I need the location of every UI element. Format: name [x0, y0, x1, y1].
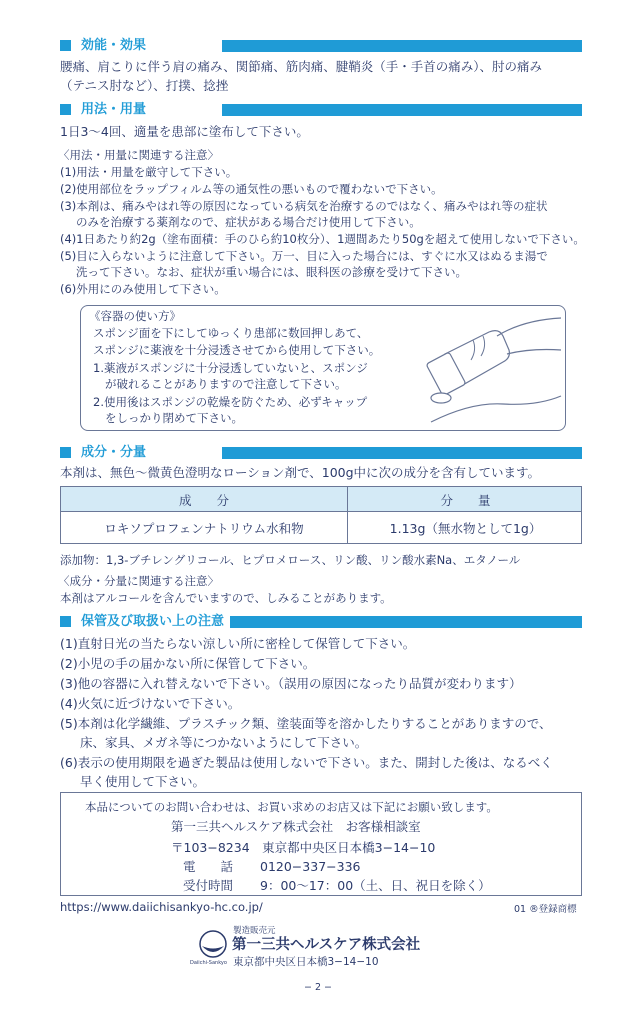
section-bar [222, 447, 582, 459]
page-number: − 2 − [304, 982, 333, 993]
storage-line: 早く使用して下さい。 [80, 774, 206, 789]
contact-hours: 9：00〜17：00（土、日、祝日を除く） [260, 878, 491, 893]
contact-hours-label: 受付時間 [183, 878, 234, 893]
contact-box [60, 792, 582, 896]
dosage-note: (4)1日あたり約2g（塗布面積：手のひら約10枚分）、1週間あたり50gを超えて使用しないで下さい。 [60, 232, 585, 246]
table-cell-ingredient: ロキソプロフェンナトリウム水和物 [104, 521, 304, 536]
storage-line: (2)小児の手の届かない所に保管して下さい。 [60, 656, 316, 671]
efficacy-title: 効能・効果 [81, 37, 152, 55]
dosage-note: のみを治療する薬剤なので、症状がある場合だけ使用して下さい。 [76, 215, 421, 229]
ingredients-section-header [60, 444, 582, 462]
container-usage-line: スポンジに薬液を十分浸透させてから使用して下さい。 [93, 343, 381, 357]
container-usage-line: スポンジ面を下にしてゆっくり患部に数回押しあて、 [93, 326, 369, 340]
dosage-note: 洗って下さい。なお、症状が重い場合には、眼科医の診療を受けて下さい。 [76, 265, 467, 279]
container-usage-line: 2.使用後はスポンジの乾燥を防ぐため、必ずキャップ [93, 395, 368, 409]
table-cell-amount: 1.13g（無水物として1g） [389, 521, 542, 536]
section-square-icon [60, 40, 71, 51]
section-bar [222, 104, 582, 116]
dosage-note: (3)本剤は、痛みやはれ等の原因になっている病気を治療するのではなく、痛みやはれ等の症状 [60, 199, 548, 213]
footer-company: 第一三共ヘルスケア株式会社 [232, 937, 421, 953]
contact-phone: 0120−337−336 [260, 859, 361, 874]
seller-label: 製造販売元 [233, 926, 276, 936]
contact-intro: 本品についてのお問い合わせは、お買い求めのお店又は下記にお願い致します。 [85, 800, 498, 814]
container-usage-line: をしっかり閉めて下さい。 [105, 411, 243, 425]
table-header-ingredient: 成 分 [178, 493, 229, 508]
storage-line: (3)他の容器に入れ替えないで下さい。（誤用の原因になったり品質が変わります） [60, 676, 522, 691]
table-header-amount: 分 量 [440, 493, 491, 508]
section-bar [222, 616, 582, 628]
contact-company: 第一三共ヘルスケア株式会社 お客様相談室 [171, 819, 421, 834]
dosage-note: (1)用法・用量を厳守して下さい。 [60, 165, 238, 179]
daiichi-sankyo-logo-icon [198, 929, 228, 959]
container-usage-line: が破れることがありますので注意して下さい。 [105, 377, 347, 391]
container-usage-title: 《容器の使い方》 [89, 309, 181, 323]
footer-address: 東京都中央区日本橋3−14−10 [233, 956, 379, 968]
dosage-note-title: 〈用法・用量に関連する注意〉 [58, 148, 219, 162]
ingredients-title: 成分・分量 [81, 444, 152, 462]
website-url[interactable]: https://www.daiichisankyo-hc.co.jp/ [60, 900, 263, 914]
dosage-note: (6)外用にのみ使用して下さい。 [60, 282, 226, 296]
ingredients-note: 本剤はアルコールを含んでいますので、しみることがあります。 [60, 591, 392, 605]
efficacy-line: 腰痛、肩こりに伴う肩の痛み、関節痛、筋肉痛、腱鞘炎（手・手首の痛み）、肘の痛み [60, 59, 543, 74]
dosage-title: 用法・用量 [81, 101, 152, 119]
dosage-main: 1日3～4回、適量を患部に塗布して下さい。 [60, 124, 309, 139]
storage-line: (4)火気に近づけないで下さい。 [60, 696, 241, 711]
dosage-note: (2)使用部位をラップフィルム等の通気性の悪いもので覆わないで下さい。 [60, 182, 443, 196]
additives: 添加物：1,3-ブチレングリコール、ヒプロメロース、リン酸、リン酸水素Na、エタノール [60, 553, 521, 567]
storage-line: (5)本剤は化学繊維、プラスチック類、塗装面等を溶かしたりすることがありますので、 [60, 716, 552, 731]
section-square-icon [60, 447, 71, 458]
ingredients-intro: 本剤は、無色～微黄色澄明なローション剤で、100g中に次の成分を含有しています。 [60, 465, 541, 480]
section-square-icon [60, 616, 71, 627]
hand-applying-bottle-illustration [411, 310, 563, 428]
container-usage-line: 1.薬液がスポンジに十分浸透していないと、スポンジ [93, 361, 368, 375]
storage-section-header [60, 613, 582, 631]
storage-line: 床、家具、メガネ等につかないようにして下さい。 [80, 735, 368, 750]
efficacy-section-header [60, 37, 582, 55]
contact-phone-label: 電 話 [183, 859, 234, 874]
dosage-section-header [60, 101, 582, 119]
storage-line: (1)直射日光の当たらない涼しい所に密栓して保管して下さい。 [60, 636, 416, 651]
trademark-note: 01 ®登録商標 [514, 904, 577, 915]
storage-title: 保管及び取扱い上の注意 [81, 613, 230, 631]
logo-caption: Daiichi-Sankyo [190, 960, 227, 966]
contact-address: 〒103−8234 東京都中央区日本橋3−14−10 [171, 840, 436, 855]
section-bar [222, 40, 582, 52]
ingredients-note-title: 〈成分・分量に関連する注意〉 [58, 574, 219, 588]
dosage-note: (5)目に入らないように注意して下さい。万一、目に入った場合には、すぐに水又はぬるま湯で [60, 249, 548, 263]
efficacy-line: （テニス肘など）、打撲、捻挫 [60, 78, 229, 93]
ingredients-table [60, 486, 582, 544]
container-usage-box [80, 305, 566, 431]
section-square-icon [60, 104, 71, 115]
storage-line: (6)表示の使用期限を過ぎた製品は使用しないで下さい。また、開封した後は、なるべく [60, 755, 553, 770]
